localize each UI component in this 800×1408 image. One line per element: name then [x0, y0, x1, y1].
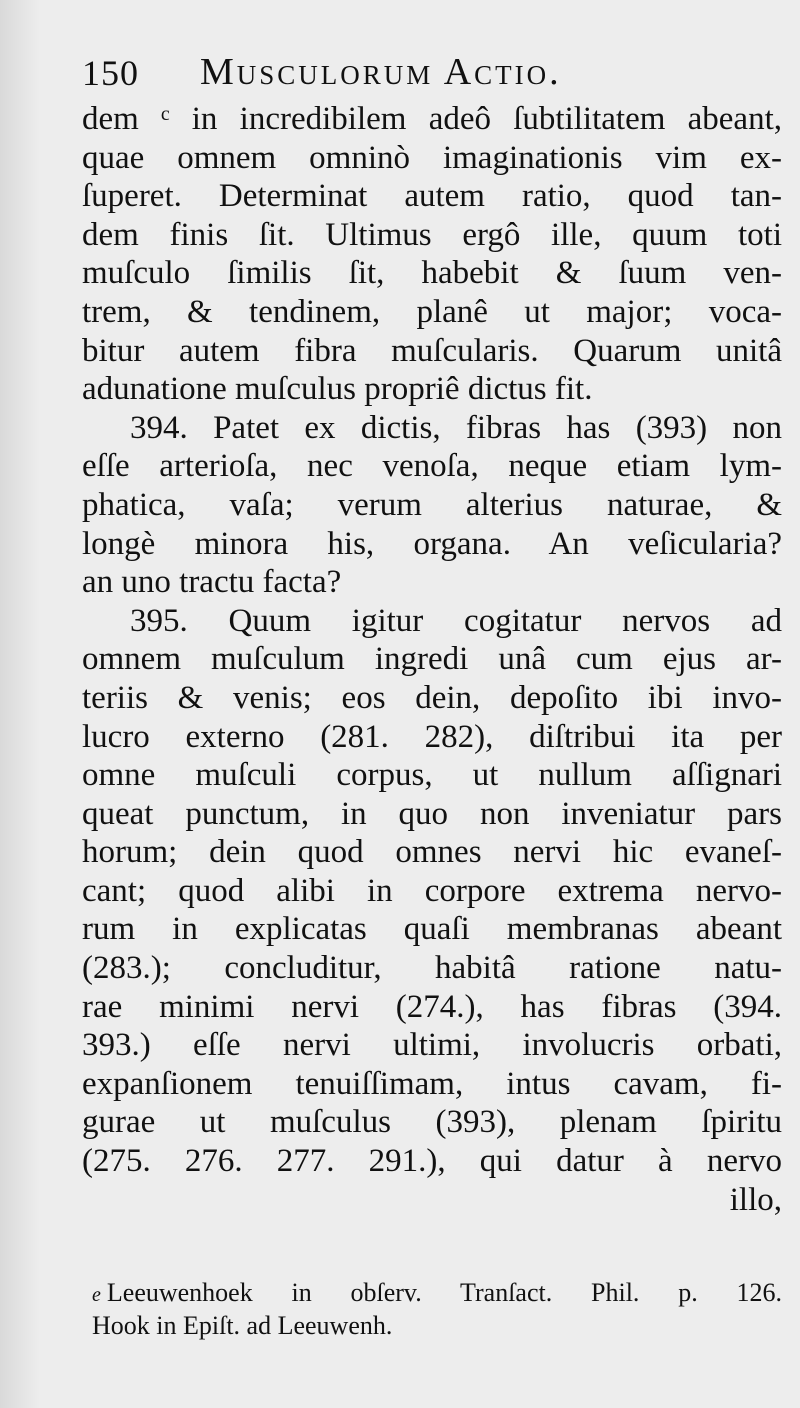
text-line: muſculo ſimilis ſit, habebit & ſuum ven-: [82, 255, 782, 292]
footnote-line: Hook in Epiſt. ad Leeuwenh.: [92, 1311, 393, 1340]
text-line: (275. 276. 277. 291.), qui datur à nervo: [82, 1143, 782, 1180]
text-line: (283.); concluditur, habitâ ratione natu-: [82, 950, 782, 987]
text-line: rae minimi nervi (274.), has fibras (394.: [82, 988, 782, 1025]
text-line: phatica, vaſa; verum alterius naturae, &: [82, 486, 782, 523]
text-line: gurae ut muſculus (393), plenam ſpiritu: [82, 1104, 782, 1141]
text-line: quae omnem omninò imaginationis vim ex-: [82, 139, 782, 176]
text-line: 393.) eſſe nervi ultimi, involucris orbati,: [82, 1027, 782, 1064]
text-line: omne muſculi corpus, ut nullum aſſignari: [82, 757, 782, 794]
footnote-text: Leeuwenhoek in obſerv. Tranſact. Phil. p. 126.: [106, 1278, 782, 1307]
text-line: horum; dein quod omnes nervi hic evaneſ-: [82, 834, 782, 871]
text-line: omnem muſculum ingredi unâ cum ejus ar-: [82, 641, 782, 678]
text-line: dem finis ſit. Ultimus ergô ille, quum toti: [82, 216, 782, 253]
catchword: illo,: [729, 1181, 782, 1218]
footnote-marker: e: [92, 1284, 101, 1306]
body-text: [82, 100, 782, 1219]
text-line: teriis & venis; eos dein, depoſito ibi invo-: [82, 679, 782, 716]
text-line: dem ᶜ in incredibilem adeô ſubtilitatem abeant,: [82, 101, 782, 137]
page-number: 150: [82, 53, 139, 93]
text-line: bitur autem fibra muſcularis. Quarum unitâ: [82, 332, 782, 369]
footnote: [92, 1276, 782, 1342]
page-header: [82, 48, 702, 94]
text-line: expanſionem tenuiſſimam, intus cavam, fi-: [82, 1065, 782, 1102]
text-line: trem, & tendinem, planê ut major; voca-: [82, 293, 782, 330]
text-line: rum in explicatas quaſi membranas abeant: [82, 911, 782, 948]
paragraph-395-start: 395. Quum igitur cogitatur nervos ad: [130, 602, 782, 639]
text-line: cant; quod alibi in corpore extrema nervo-: [82, 872, 782, 909]
running-title: Musculorum Actio.: [200, 51, 562, 93]
text-line: an uno tractu facta?: [82, 564, 342, 601]
text-line: lucro externo (281. 282), diſtribui ita per: [82, 718, 782, 755]
text-line: eſſe arterioſa, nec venoſa, neque etiam lym-: [82, 448, 782, 485]
text-line: adunatione muſculus propriê dictus fit.: [82, 371, 593, 408]
footnote-line: [92, 1276, 782, 1309]
text-line: queat punctum, in quo non inveniatur pars: [82, 795, 782, 832]
text-line: ſuperet. Determinat autem ratio, quod tan-: [82, 178, 782, 215]
text-line: longè minora his, organa. An veſicularia?: [82, 525, 782, 562]
paragraph-394-start: 394. Patet ex dictis, fibras has (393) non: [130, 409, 782, 446]
